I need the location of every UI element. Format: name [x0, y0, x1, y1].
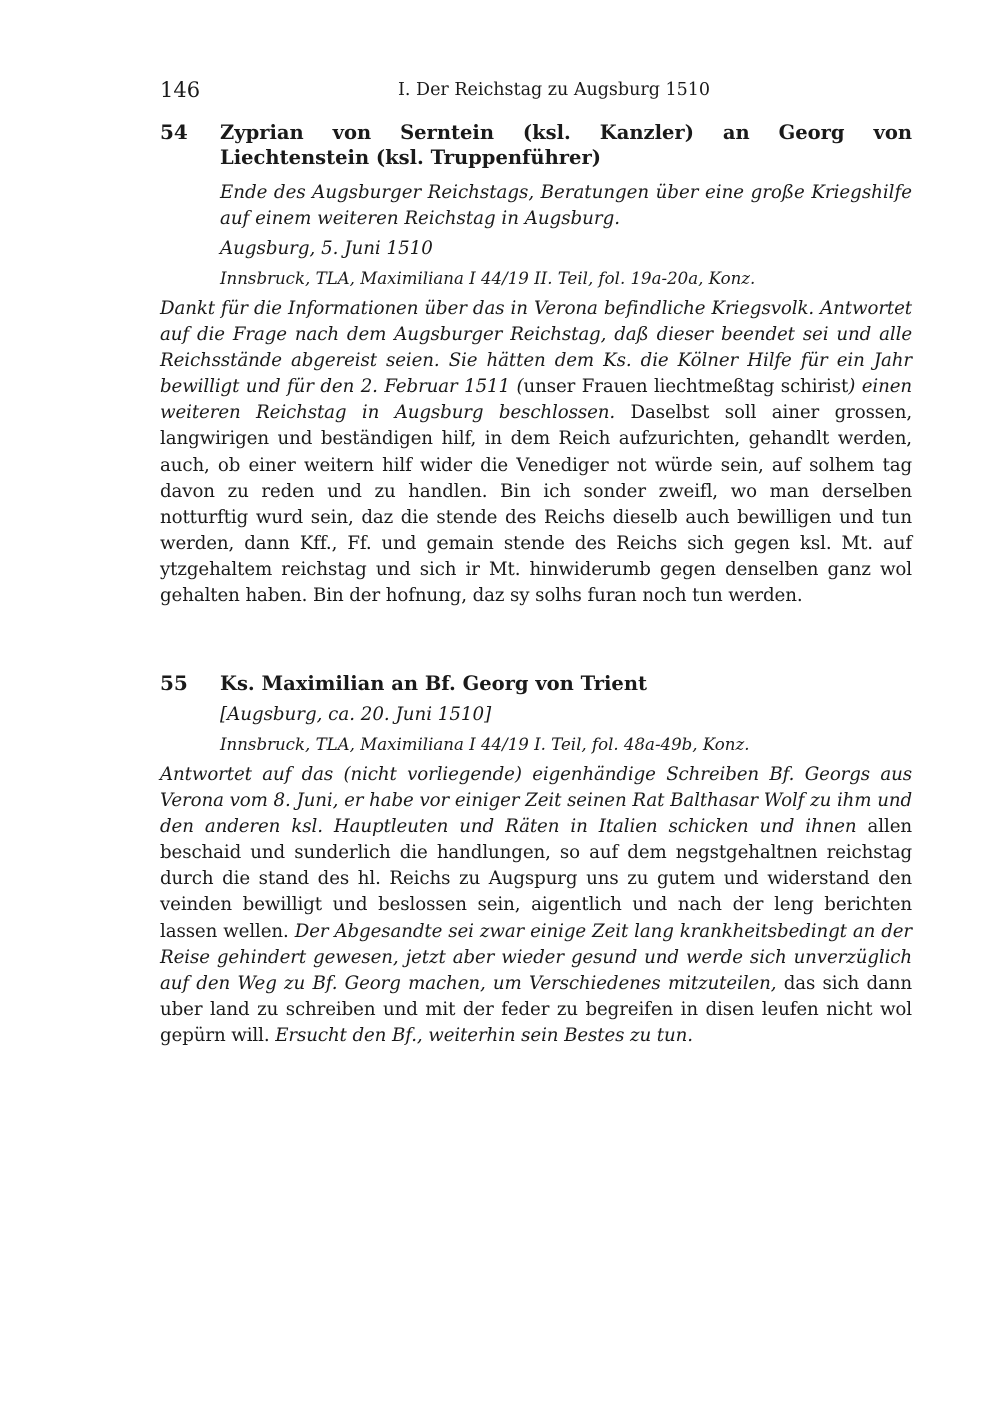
- page-header: [160, 78, 910, 108]
- body-segment: ) einen weiteren Reichstag in Augsburg beschlossen.: [160, 376, 912, 424]
- body-segment: Ersucht den Bf., weiterhin sein Bestes zu tun.: [275, 1024, 693, 1046]
- document-entry-54: [160, 120, 912, 609]
- document-entry-55: [160, 671, 912, 1049]
- document-heading: [160, 671, 912, 696]
- document-place-date: Augsburg, 5. Juni 1510: [220, 238, 433, 259]
- document-source: Innsbruck, TLA, Maximiliana I 44/19 II. Teil, fol. 19a-20a, Konz.: [220, 269, 756, 288]
- body-segment: Antwortet auf das (nicht vorliegende) eigenhändige Schreiben Bf. Georgs aus Verona vom 8. Juni, er habe vor einiger Zeit seinen Rat Balthasar Wolf zu ihm und den anderen ksl. Hauptleuten und Räten in Italien schicken und ihnen: [160, 764, 912, 838]
- document-place-date: [Augsburg, ca. 20. Juni 1510]: [220, 704, 492, 725]
- document-title: Zyprian von Serntein (ksl. Kanzler) an Georg von Liechtenstein (ksl. Truppenführer): [220, 121, 912, 169]
- body-segment: Der Abgesandte sei zwar einige Zeit lang krankheitsbedingt an der Reise gehindert gewesen, jetzt aber wieder gesund und werde sich unverzüglich auf den Weg zu Bf. Georg machen, um Verschiedenes mitzuteilen,: [160, 920, 913, 994]
- body-segment: Daselbst soll ainer grossen, langwirigen und beständigen hilf, in dem Reich aufzurichten, gehandlt werden, auch, ob einer weitern hilf wider die Venediger not würde sein, auf solhem tag davon zu reden und zu handlen. Bin ich sonder zweifl, wo man derselben notturftig wurd sein, daz die stende des Reichs dieselb auch bewilligen und tun werden, dann Kff., Ff. und gemain stende des Reichs sich gegen ksl. Mt. auf ytzgehaltem reichstag und sich ir Mt. hinwiderumb gegen denselben ganz wol gehalten haben. Bin der hofnung, daz sy solhs furan noch tun werden.: [160, 402, 912, 607]
- body-segment: das sich dann uber land zu schreiben und mit der feder zu begreifen in disen leufen nicht wol gepürn will.: [160, 972, 912, 1046]
- body-segment: allen beschaid und sunderlich die handlungen, so auf dem negstgehaltnen reichstag durch die stand des hl. Reichs zu Augspurg uns zu gutem und widerstand den veinden bewilligt und beslossen sein, aigentlich und nach der leng berichten lassen wellen.: [160, 816, 913, 942]
- running-title: I. Der Reichstag zu Augsburg 1510: [398, 80, 711, 100]
- page-number: 146: [160, 78, 201, 102]
- document-body: [160, 296, 912, 609]
- document-body: [160, 762, 912, 1049]
- document-number: 55: [160, 671, 188, 695]
- document-source: Innsbruck, TLA, Maximiliana I 44/19 I. Teil, fol. 48a-49b, Konz.: [220, 735, 750, 754]
- document-heading: [160, 120, 912, 170]
- body-segment: Dankt für die Informationen über das in Verona befindliche Kriegsvolk. Antwortet auf die Frage nach dem Augsburger Reichstag, daß dieser beendet sei und alle Reichsstände abgereist seien. Sie hätten dem Ks. die Kölner Hilfe für ein Jahr bewilligt und für den 2. Februar 1511 (: [160, 298, 912, 398]
- document-summary: Ende des Augsburger Reichstags, Beratungen über eine große Kriegshilfe auf einem weiteren Reichstag in Augsburg.: [220, 182, 912, 229]
- body-segment: unser Frauen liechtmeßtag schirist: [523, 376, 849, 398]
- document-title: Ks. Maximilian an Bf. Georg von Trient: [220, 672, 648, 695]
- document-number: 54: [160, 120, 188, 144]
